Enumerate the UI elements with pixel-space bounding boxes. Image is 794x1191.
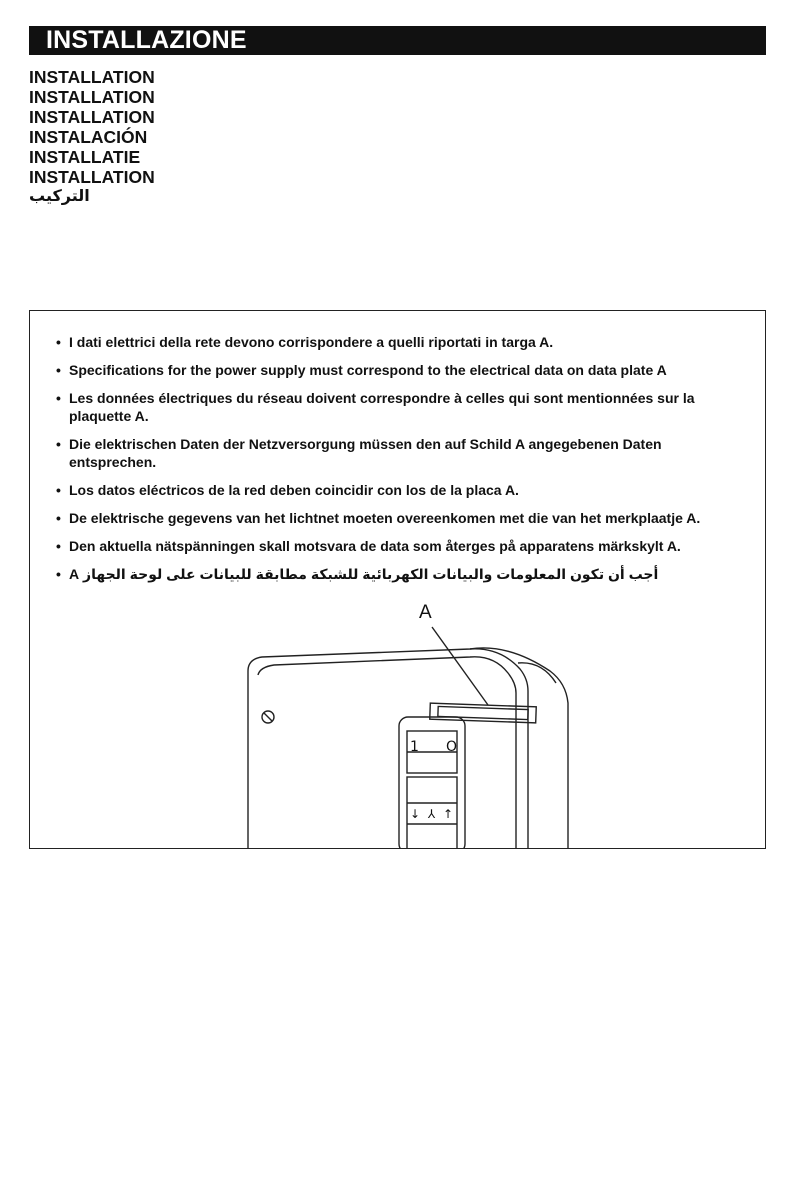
subtitle-sv: INSTALLATION — [29, 167, 155, 187]
instruction-list — [56, 333, 746, 593]
instruction-es — [56, 481, 746, 499]
appliance-front-edge — [258, 657, 516, 849]
callout-label-a: A — [419, 602, 432, 623]
subtitle-en: INSTALLATION — [29, 67, 155, 87]
instruction-text: Die elektrischen Daten der Netzversorgung müssen den auf Schild A angegebenen Daten entsprechen. — [69, 436, 662, 470]
instruction-de — [56, 435, 746, 471]
bullet-dot: • — [56, 436, 61, 452]
bullet-dot: • — [56, 482, 61, 498]
mode-symbols-label: ↓ ⅄ ↑ — [410, 807, 456, 821]
instruction-text: I dati elettrici della rete devono corrispondere a quelli riportati in targa A. — [69, 334, 554, 350]
bullet-dot: • — [56, 510, 61, 526]
subtitle-ar: التركيب — [29, 188, 90, 205]
bullet-dot: • — [56, 334, 61, 350]
bullet-dot: • — [56, 566, 61, 582]
appliance-data-plate-illustration — [30, 591, 766, 849]
callout-line-a — [432, 627, 488, 705]
instruction-fr — [56, 389, 746, 425]
instruction-text: Los datos eléctricos de la red deben coincidir con los de la placa A. — [69, 482, 519, 498]
bullet-dot: • — [56, 362, 61, 378]
mounting-screw-slot — [264, 713, 272, 721]
subtitle-es: INSTALACIÓN — [29, 127, 148, 147]
subtitle-de: INSTALLATION — [29, 107, 155, 127]
installation-notice-box — [29, 310, 766, 849]
bullet-dot: • — [56, 538, 61, 554]
instruction-text: Den aktuella nätspänningen skall motsvara de data som återges på apparatens märkskylt A. — [69, 538, 681, 554]
instruction-ar — [56, 565, 746, 583]
page-title: INSTALLAZIONE — [29, 26, 766, 55]
switch-off-label: O — [446, 739, 458, 755]
subtitle-nl: INSTALLATIE — [29, 147, 141, 167]
instruction-text: Specifications for the power supply must correspond to the electrical data on data plate A — [69, 362, 667, 378]
appliance-side-edge — [518, 663, 556, 683]
instruction-en — [56, 361, 746, 379]
instruction-text: De elektrische gegevens van het lichtnet moeten overeenkomen met die van het merkplaatje A. — [69, 510, 701, 526]
instruction-it — [56, 333, 746, 351]
instruction-text: Les données électriques du réseau doivent correspondre à celles qui sont mentionnées sur la plaquette A. — [69, 390, 695, 424]
subtitle-fr: INSTALLATION — [29, 87, 155, 107]
instruction-text: أجب أن تكون المعلومات والبيانات الكهربائية للشبكة مطابقة للبيانات على لوحة الجهاز A — [69, 566, 659, 582]
bullet-dot: • — [56, 390, 61, 406]
instruction-sv — [56, 537, 746, 555]
switch-housing — [399, 717, 465, 849]
instruction-nl — [56, 509, 746, 527]
switch-on-label: 1 — [410, 739, 419, 755]
language-title-list — [29, 67, 155, 207]
appliance-body-outline — [248, 649, 528, 849]
